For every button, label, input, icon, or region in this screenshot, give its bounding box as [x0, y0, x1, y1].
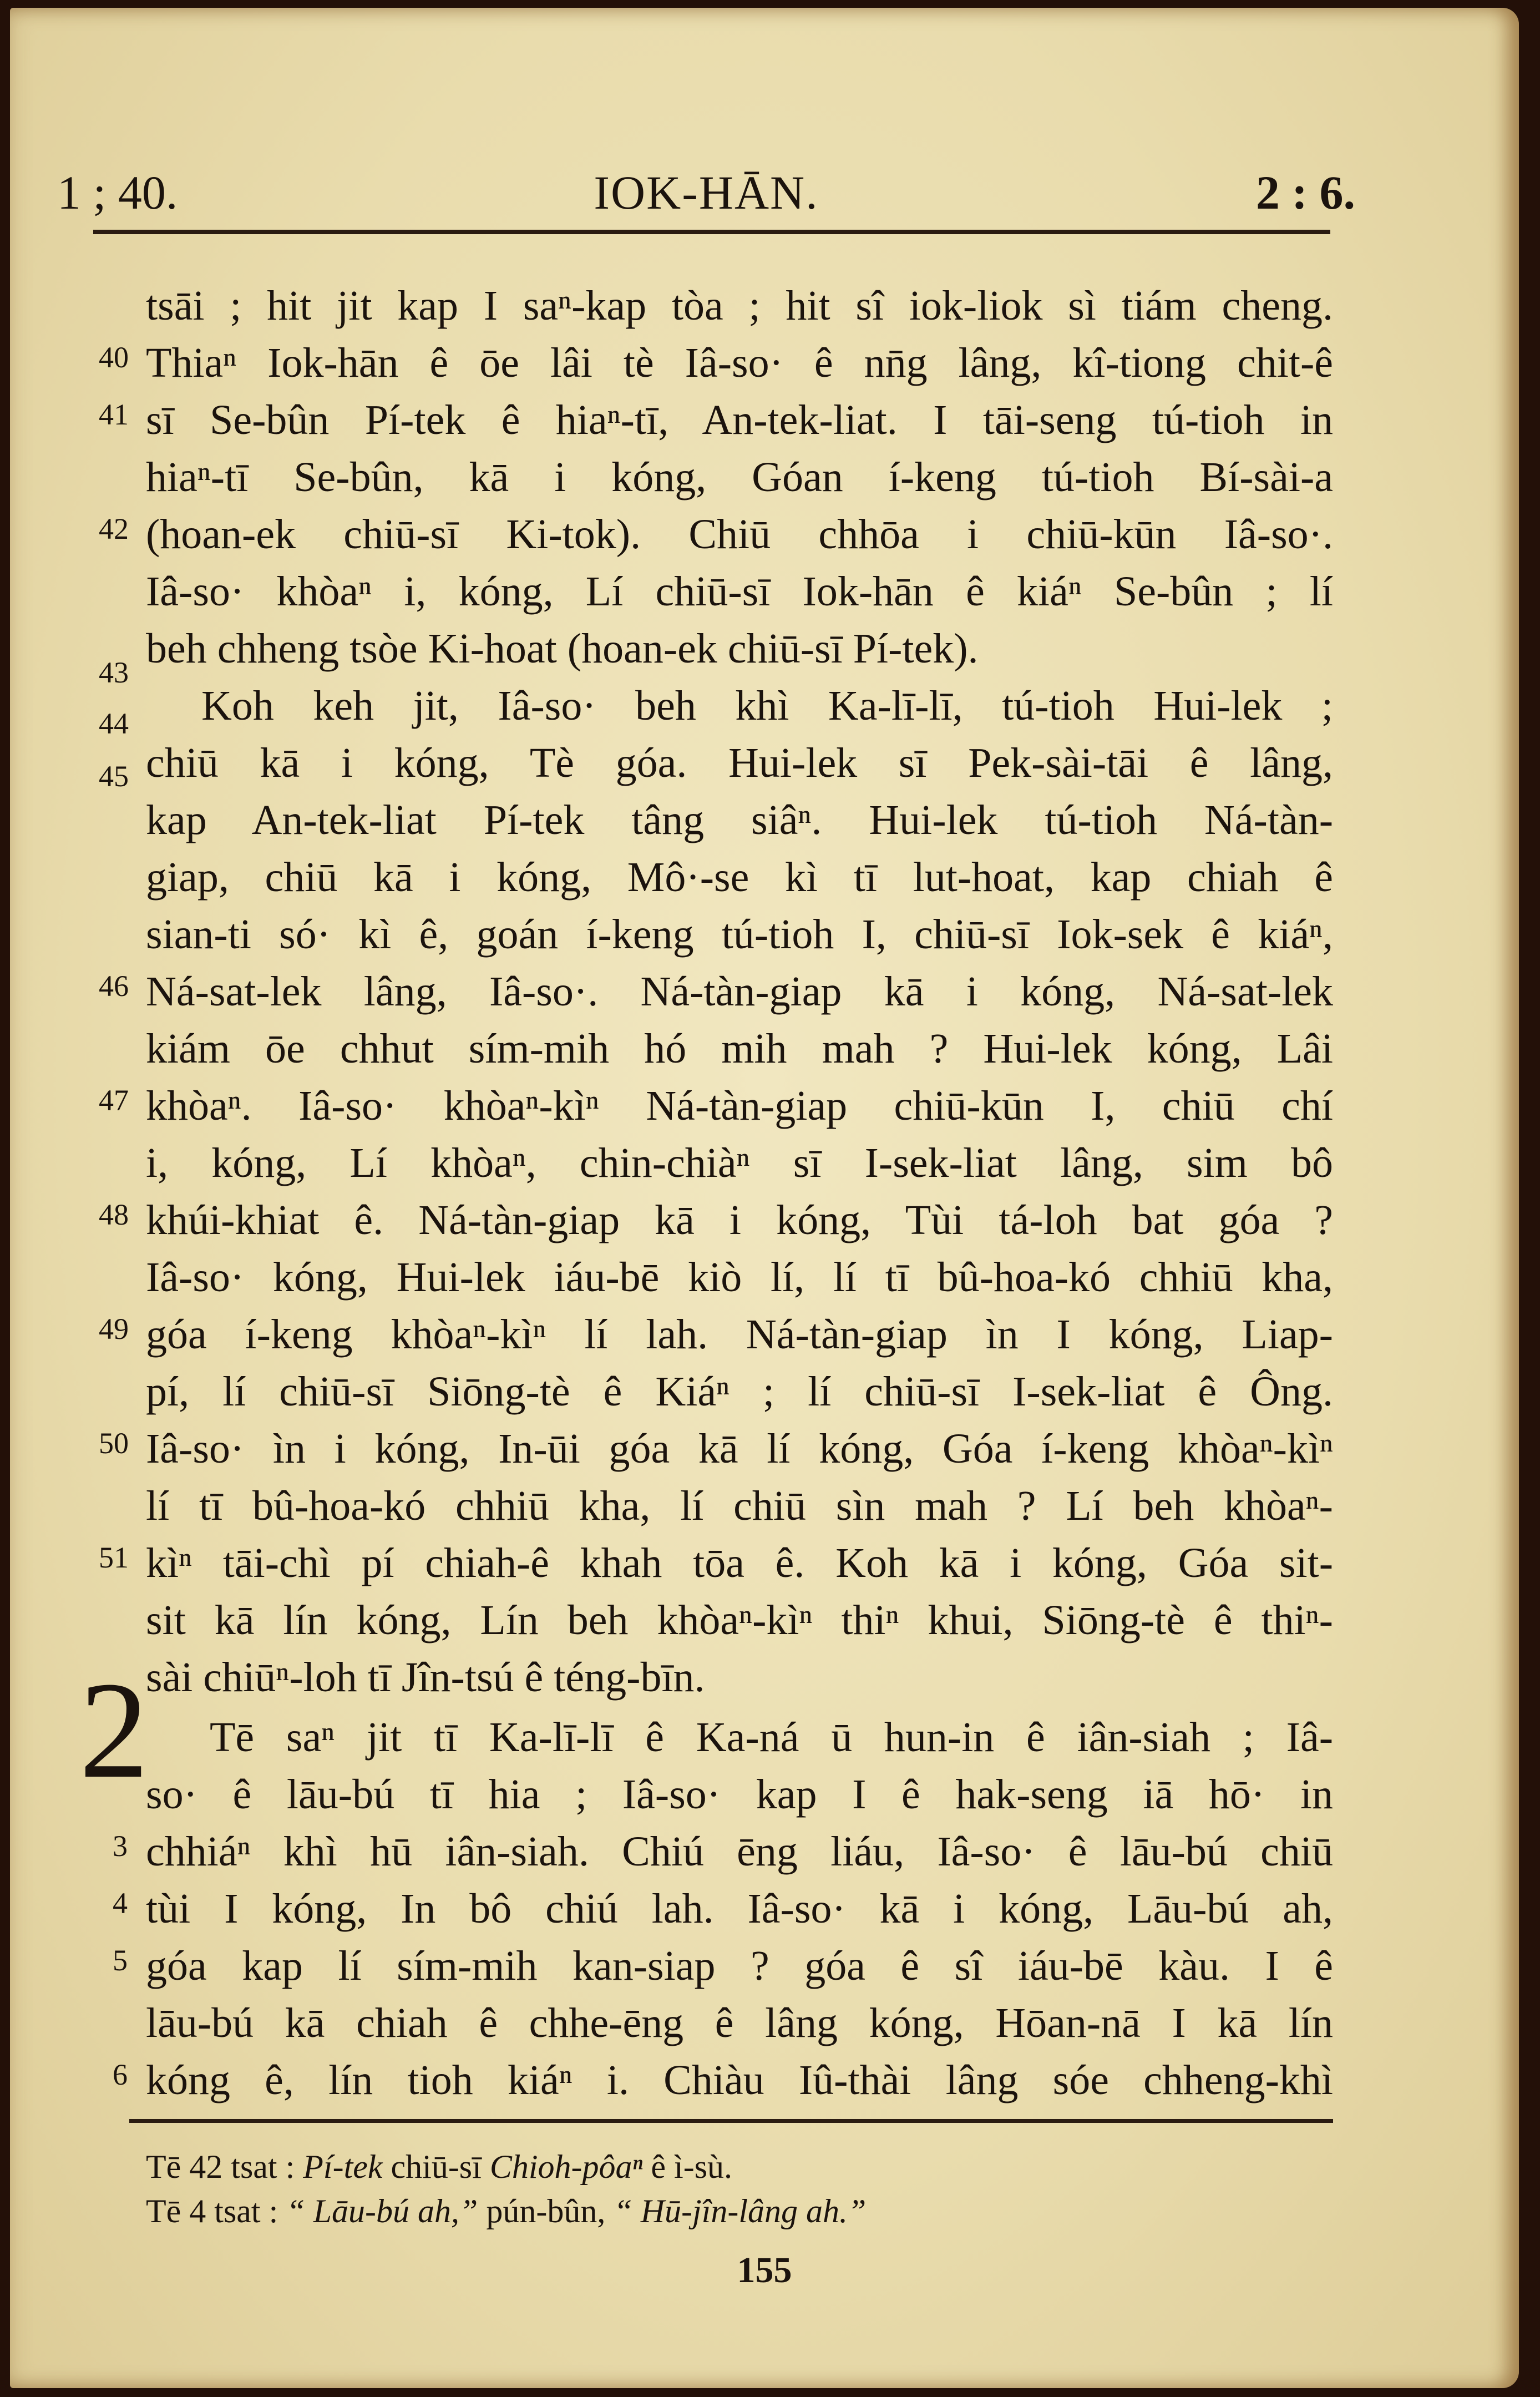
text-line: chiū kā i kóng, Tè góa. Hui-lek sī Pek-sài-tāi ê lâng, [146, 740, 1333, 786]
header-range-end: 2 : 6. [1255, 166, 1355, 219]
verse-number: 46 [99, 969, 129, 1003]
text-line: sit kā lín kóng, Lín beh khòaⁿ-kìⁿ thiⁿ khui, Siōng-tè ê thiⁿ- [146, 1597, 1333, 1643]
text-line: kìⁿ tāi-chì pí chiah-ê khah tōa ê. Koh kā i kóng, Góa sit- [146, 1540, 1333, 1586]
text-line: Thiaⁿ Iok-hān ê ōe lâi tè Iâ-so· ê nn̄g lâng, kî-tiong chit-ê [146, 340, 1333, 386]
verse-number: 4 [113, 1887, 128, 1920]
text-line: khòaⁿ. Iâ-so· khòaⁿ-kìⁿ Ná-tàn-giap chiū-kūn I, chiū chí [146, 1083, 1333, 1129]
text-line: kóng ê, lín tioh kiáⁿ i. Chiàu Iû-thài lâng sóe chheng-khì [146, 2057, 1333, 2103]
text-line: hiaⁿ-tī Se-bûn, kā i kóng, Góan í-keng tú-tioh Bí-sài-a [146, 454, 1333, 500]
text-line: so· ê lāu-bú tī hia ; Iâ-so· kap I ê hak-seng iā hō· in [146, 1771, 1333, 1818]
book-page [10, 8, 1519, 2388]
verse-number: 5 [113, 1944, 128, 1977]
verse-number: 49 [99, 1312, 129, 1346]
text-line: sī Se-bûn Pí-tek ê hiaⁿ-tī, An-tek-liat. I tāi-seng tú-tioh in [146, 397, 1333, 443]
footnote: Tē 42 tsat : Pí-tek chiū-sī Chioh-pôaⁿ ê ì-sù. [146, 2148, 733, 2185]
text-line: lí tī bû-hoa-kó chhiū kha, lí chiū sìn mah ? Lí beh khòaⁿ- [146, 1483, 1333, 1529]
text-line: Ná-sat-lek lâng, Iâ-so·. Ná-tàn-giap kā i kóng, Ná-sat-lek [146, 968, 1333, 1015]
verse-number: 40 [99, 341, 129, 374]
text-line: Iâ-so· khòaⁿ i, kóng, Lí chiū-sī Iok-hān ê kiáⁿ Se-bûn ; lí [146, 568, 1333, 615]
verse-number: 44 [99, 707, 129, 740]
text-line: kap An-tek-liat Pí-tek tâng siâⁿ. Hui-lek tú-tioh Ná-tàn- [146, 797, 1333, 843]
running-header [57, 162, 1355, 223]
text-line: góa kap lí sím-mih kan-siap ? góa ê sî iáu-bē kàu. I ê [146, 1943, 1333, 1989]
header-rule [93, 230, 1330, 234]
text-line: chhiáⁿ khì hū iân-siah. Chiú ēng liáu, Iâ-so· ê lāu-bú chiū [146, 1828, 1333, 1875]
text-line: (hoan-ek chiū-sī Ki-tok). Chiū chhōa i chiū-kūn Iâ-so·. [146, 511, 1333, 558]
chapter-number: 2 [79, 1653, 149, 1807]
text-line: sian-ti só· kì ê, goán í-keng tú-tioh I, chiū-sī Iok-sek ê kiáⁿ, [146, 911, 1333, 958]
text-line: tùi I kóng, In bô chiú lah. Iâ-so· kā i kóng, Lāu-bú ah, [146, 1885, 1333, 1932]
text-line: giap, chiū kā i kóng, Mô·-se kì tī lut-hoat, kap chiah ê [146, 854, 1333, 901]
text-line: sài chiūⁿ-loh tī Jîn-tsú ê téng-bīn. [146, 1654, 705, 1701]
text-line: khúi-khiat ê. Ná-tàn-giap kā i kóng, Tùi tá-loh bat góa ? [146, 1197, 1333, 1243]
text-line: Iâ-so· ìn i kóng, In-ūi góa kā lí kóng, Góa í-keng khòaⁿ-kìⁿ [146, 1425, 1333, 1472]
book-title: IOK-HĀN. [594, 166, 819, 219]
verse-number: 47 [99, 1084, 129, 1117]
verse-number: 41 [99, 398, 129, 431]
text-line: kiám ōe chhut sím-mih hó mih mah ? Hui-lek kóng, Lâi [146, 1025, 1333, 1072]
footnote: Tē 4 tsat : “ Lāu-bú ah,” pún-bûn, “ Hū-jîn-lâng ah.” [146, 2193, 867, 2229]
text-line: Koh keh jit, Iâ-so· beh khì Ka-lī-lī, tú-tioh Hui-lek ; [201, 682, 1333, 729]
verse-number: 42 [99, 512, 129, 545]
text-line: Iâ-so· kóng, Hui-lek iáu-bē kiò lí, lí tī bû-hoa-kó chhiū kha, [146, 1254, 1333, 1301]
verse-number: 43 [99, 656, 129, 689]
text-line: pí, lí chiū-sī Siōng-tè ê Kiáⁿ ; lí chiū-sī I-sek-liat ê Ông. [146, 1368, 1333, 1415]
verse-number: 48 [99, 1198, 129, 1231]
verse-number: 45 [99, 760, 129, 793]
verse-number: 3 [113, 1829, 128, 1863]
page-number: 155 [737, 2250, 792, 2290]
text-line: tsāi ; hit jit kap I saⁿ-kap tòa ; hit sî iok-liok sì tiám cheng. [146, 282, 1333, 329]
verse-number: 6 [113, 2058, 128, 2091]
text-line: Tē saⁿ jit tī Ka-lī-lī ê Ka-ná ū hun-in ê iân-siah ; Iâ- [210, 1714, 1333, 1761]
text-line: i, kóng, Lí khòaⁿ, chin-chiàⁿ sī I-sek-liat lâng, sim bô [146, 1140, 1333, 1186]
header-range-start: 1 ; 40. [57, 166, 178, 219]
verse-number: 50 [99, 1427, 129, 1460]
verse-number: 51 [99, 1541, 129, 1574]
text-line: beh chheng tsòe Ki-hoat (hoan-ek chiū-sī Pí-tek). [146, 625, 979, 672]
text-line: góa í-keng khòaⁿ-kìⁿ lí lah. Ná-tàn-giap ìn I kóng, Liap- [146, 1311, 1333, 1358]
text-line: lāu-bú kā chiah ê chhe-ēng ê lâng kóng, Hōan-nā I kā lín [146, 2000, 1333, 2046]
footnote-rule [129, 2119, 1333, 2123]
